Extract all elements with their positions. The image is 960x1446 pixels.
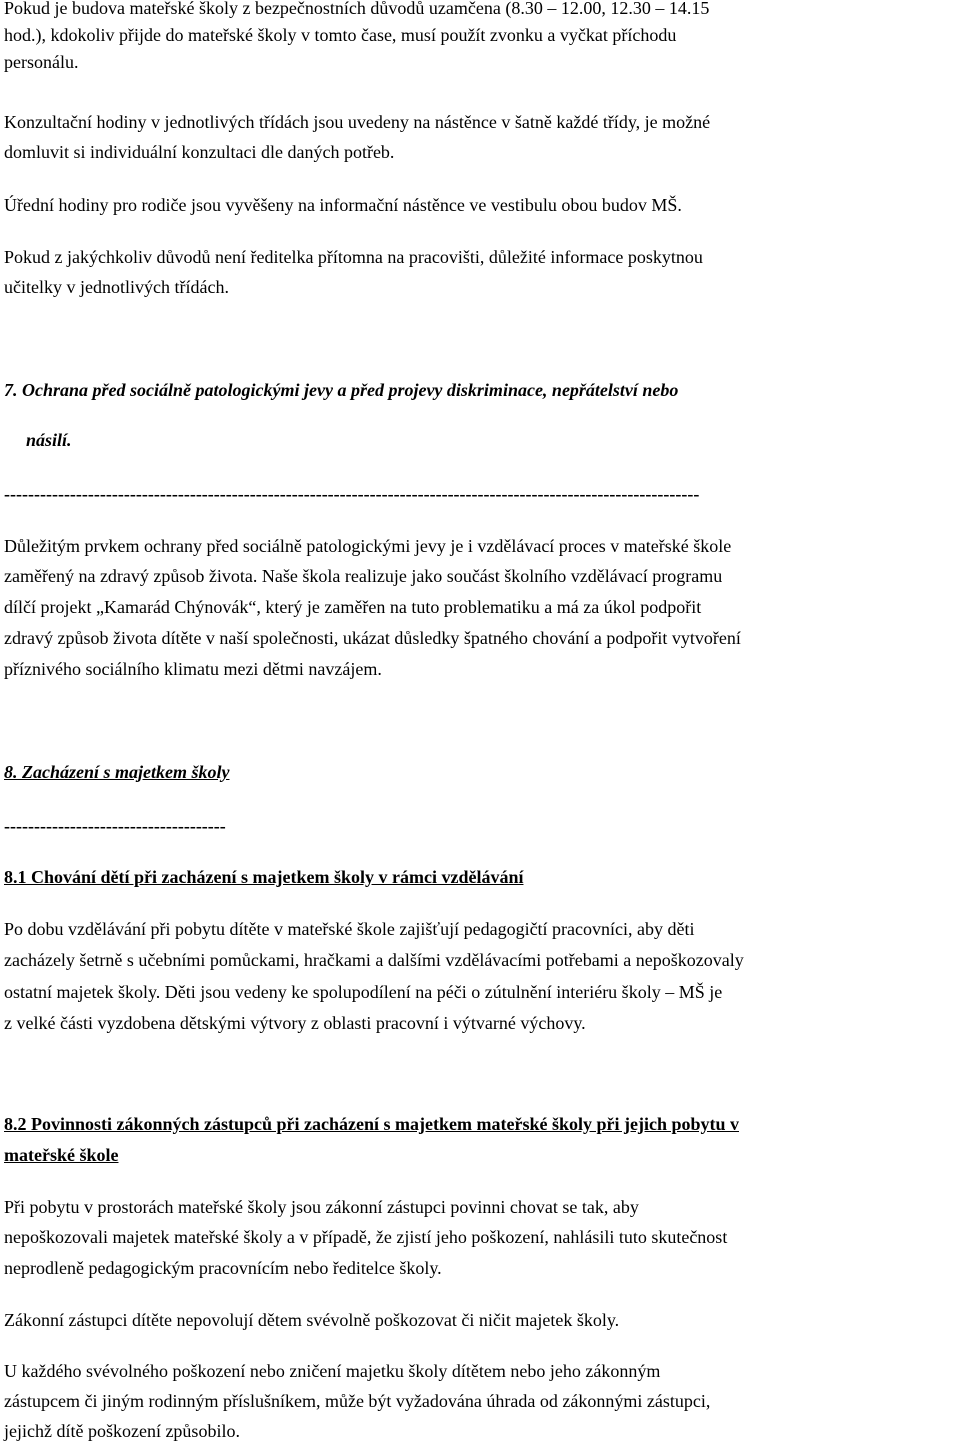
paragraph-line: dílčí projekt „Kamarád Chýnovák“, který je zaměřen na tuto problematiku a má za úkol podpořit xyxy=(4,597,702,617)
paragraph-line: neprodleně pedagogickým pracovnícím nebo ředitelce školy. xyxy=(4,1258,442,1278)
paragraph-line: zdravý způsob života dítěte v naší společnosti, ukázat důsledky špatného chování a podpořit vytvoření xyxy=(4,628,741,648)
section-8-heading: 8. Zacházení s majetkem školy xyxy=(4,762,230,782)
paragraph-line: zacházely šetrně s učebními pomůckami, hračkami a dalšími vzdělávacími potřebami a nepoškozovaly xyxy=(4,950,744,970)
paragraph-line: Důležitým prvkem ochrany před sociálně patologickými jevy je i vzdělávací proces v mateřské škole xyxy=(4,536,732,556)
paragraph-line: nepoškozovali majetek mateřské školy a v případě, že zjistí jeho poškození, nahlásili tuto skutečnost xyxy=(4,1227,728,1247)
section-7-heading-cont: násilí. xyxy=(26,430,72,450)
paragraph-line: zástupcem či jiným rodinným příslušníkem, může být vyžadována úhrada od zákonnými zástupci, xyxy=(4,1391,711,1411)
separator-line: ------------------------------------- xyxy=(4,816,226,836)
paragraph-line: Konzultační hodiny v jednotlivých třídách jsou uvedeny na nástěnce v šatně každé třídy, je možné xyxy=(4,112,711,132)
section-8-2-heading-cont: mateřské škole xyxy=(4,1145,119,1165)
paragraph-line: Úřední hodiny pro rodiče jsou vyvěšeny na informační nástěnce ve vestibulu obou budov MŠ. xyxy=(4,195,682,215)
paragraph-line: Pokud z jakýchkoliv důvodů není ředitelka přítomna na pracovišti, důležité informace poskytnou xyxy=(4,247,703,267)
paragraph-line: U každého svévolného poškození nebo zničení majetku školy dítětem nebo jeho zákonným xyxy=(4,1361,661,1381)
section-7-heading: 7. Ochrana před sociálně patologickými jevy a před projevy diskriminace, nepřátelství nebo xyxy=(4,380,679,400)
paragraph-line: učitelky v jednotlivých třídách. xyxy=(4,277,229,297)
paragraph-line: z velké části vyzdobena dětskými výtvory z oblasti pracovní i výtvarné výchovy. xyxy=(4,1013,586,1033)
paragraph-line: zaměřený na zdravý způsob života. Naše škola realizuje jako součást školního vzdělávací programu xyxy=(4,566,723,586)
paragraph-line: domluvit si individuální konzultaci dle daných potřeb. xyxy=(4,142,395,162)
paragraph-line: Při pobytu v prostorách mateřské školy jsou zákonní zástupci povinni chovat se tak, aby xyxy=(4,1197,639,1217)
paragraph-line: Po dobu vzdělávání při pobytu dítěte v mateřské škole zajišťují pedagogičtí pracovníci, aby děti xyxy=(4,919,695,939)
paragraph-line: Pokud je budova mateřské školy z bezpečnostních důvodů uzamčena (8.30 – 12.00, 12.30 – 14.15 xyxy=(4,0,710,18)
paragraph-line: hod.), kdokoliv přijde do mateřské školy v tomto čase, musí použít zvonku a vyčkat příchodu xyxy=(4,25,677,45)
paragraph-line: jejichž dítě poškození způsobilo. xyxy=(4,1421,240,1441)
paragraph-line: příznivého sociálního klimatu mezi dětmi navzájem. xyxy=(4,659,382,679)
paragraph-line: personálu. xyxy=(4,52,79,72)
separator-line: -------------------------------------------------------------------------------------------------------------------- xyxy=(4,484,700,504)
paragraph-line: ostatní majetek školy. Děti jsou vedeny ke spolupodílení na péči o zútulnění interiéru školy – MŠ je xyxy=(4,982,723,1002)
section-8-2-heading: 8.2 Povinnosti zákonných zástupců při zacházení s majetkem mateřské školy při jejich pobytu v xyxy=(4,1114,739,1134)
paragraph-line: Zákonní zástupci dítěte nepovolují dětem svévolně poškozovat či ničit majetek školy. xyxy=(4,1310,620,1330)
section-8-1-heading: 8.1 Chování dětí při zacházení s majetkem školy v rámci vzdělávání xyxy=(4,867,524,887)
